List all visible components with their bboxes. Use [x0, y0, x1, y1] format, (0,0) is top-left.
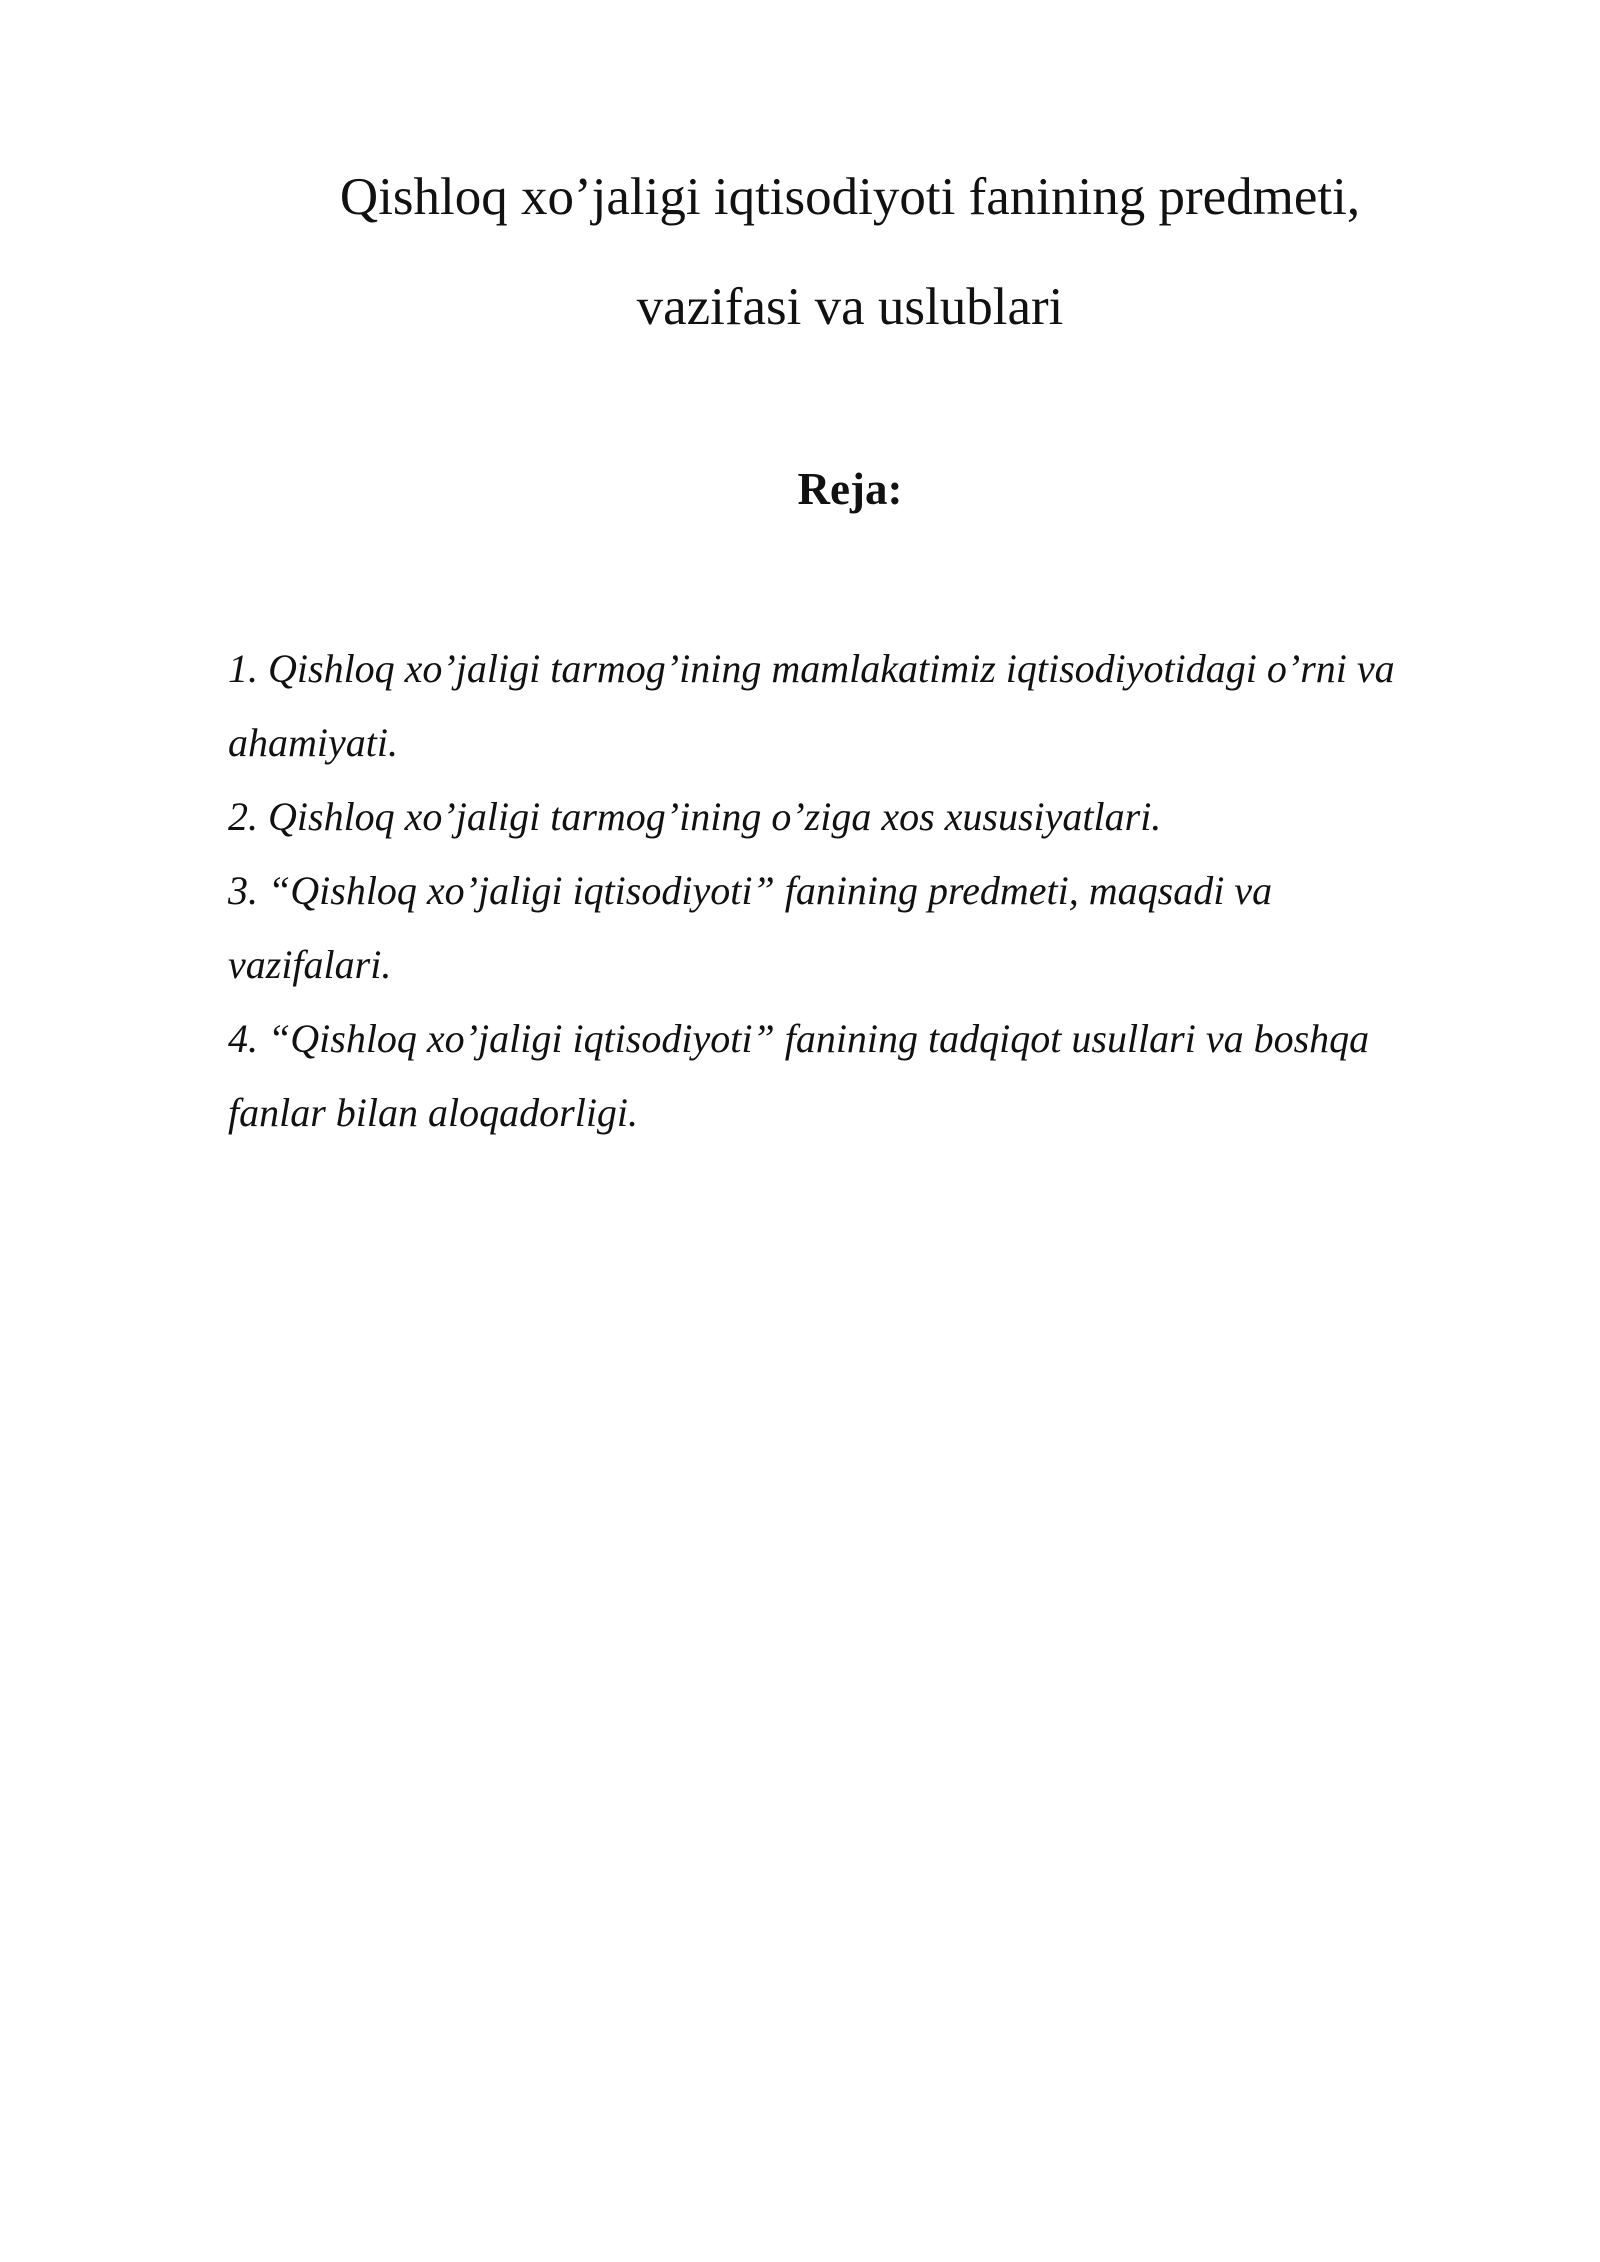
- plan-item-line: vazifalari.: [228, 942, 392, 987]
- plan-item-line: 1. Qishloq xo’jaligi tarmog’ining mamlakatimiz iqtisodiyotidagi o’rni va: [228, 646, 1395, 691]
- plan-item: [228, 632, 1528, 780]
- plan-heading: Reja:: [797, 464, 903, 514]
- plan-list: [228, 632, 1528, 1150]
- plan-item-line: fanlar bilan aloqadorligi.: [228, 1090, 639, 1135]
- document-title-line: vazifasi va uslublari: [636, 278, 1064, 336]
- document-title: [200, 142, 1500, 362]
- document-title-line: Qishloq xo’jaligi iqtisodiyoti fanining predmeti,: [339, 168, 1361, 226]
- plan-item-line: 3. “Qishloq xo’jaligi iqtisodiyoti” fanining predmeti, maqsadi va: [228, 868, 1273, 913]
- plan-item: [228, 854, 1528, 1002]
- plan-item-line: 2. Qishloq xo’jaligi tarmog’ining o’ziga xos xususiyatlari.: [228, 794, 1162, 839]
- plan-item-line: ahamiyati.: [228, 720, 398, 765]
- plan-item: [228, 780, 1528, 854]
- plan-item: [228, 1002, 1528, 1150]
- plan-item-line: 4. “Qishloq xo’jaligi iqtisodiyoti” fanining tadqiqot usullari va boshqa: [228, 1016, 1370, 1061]
